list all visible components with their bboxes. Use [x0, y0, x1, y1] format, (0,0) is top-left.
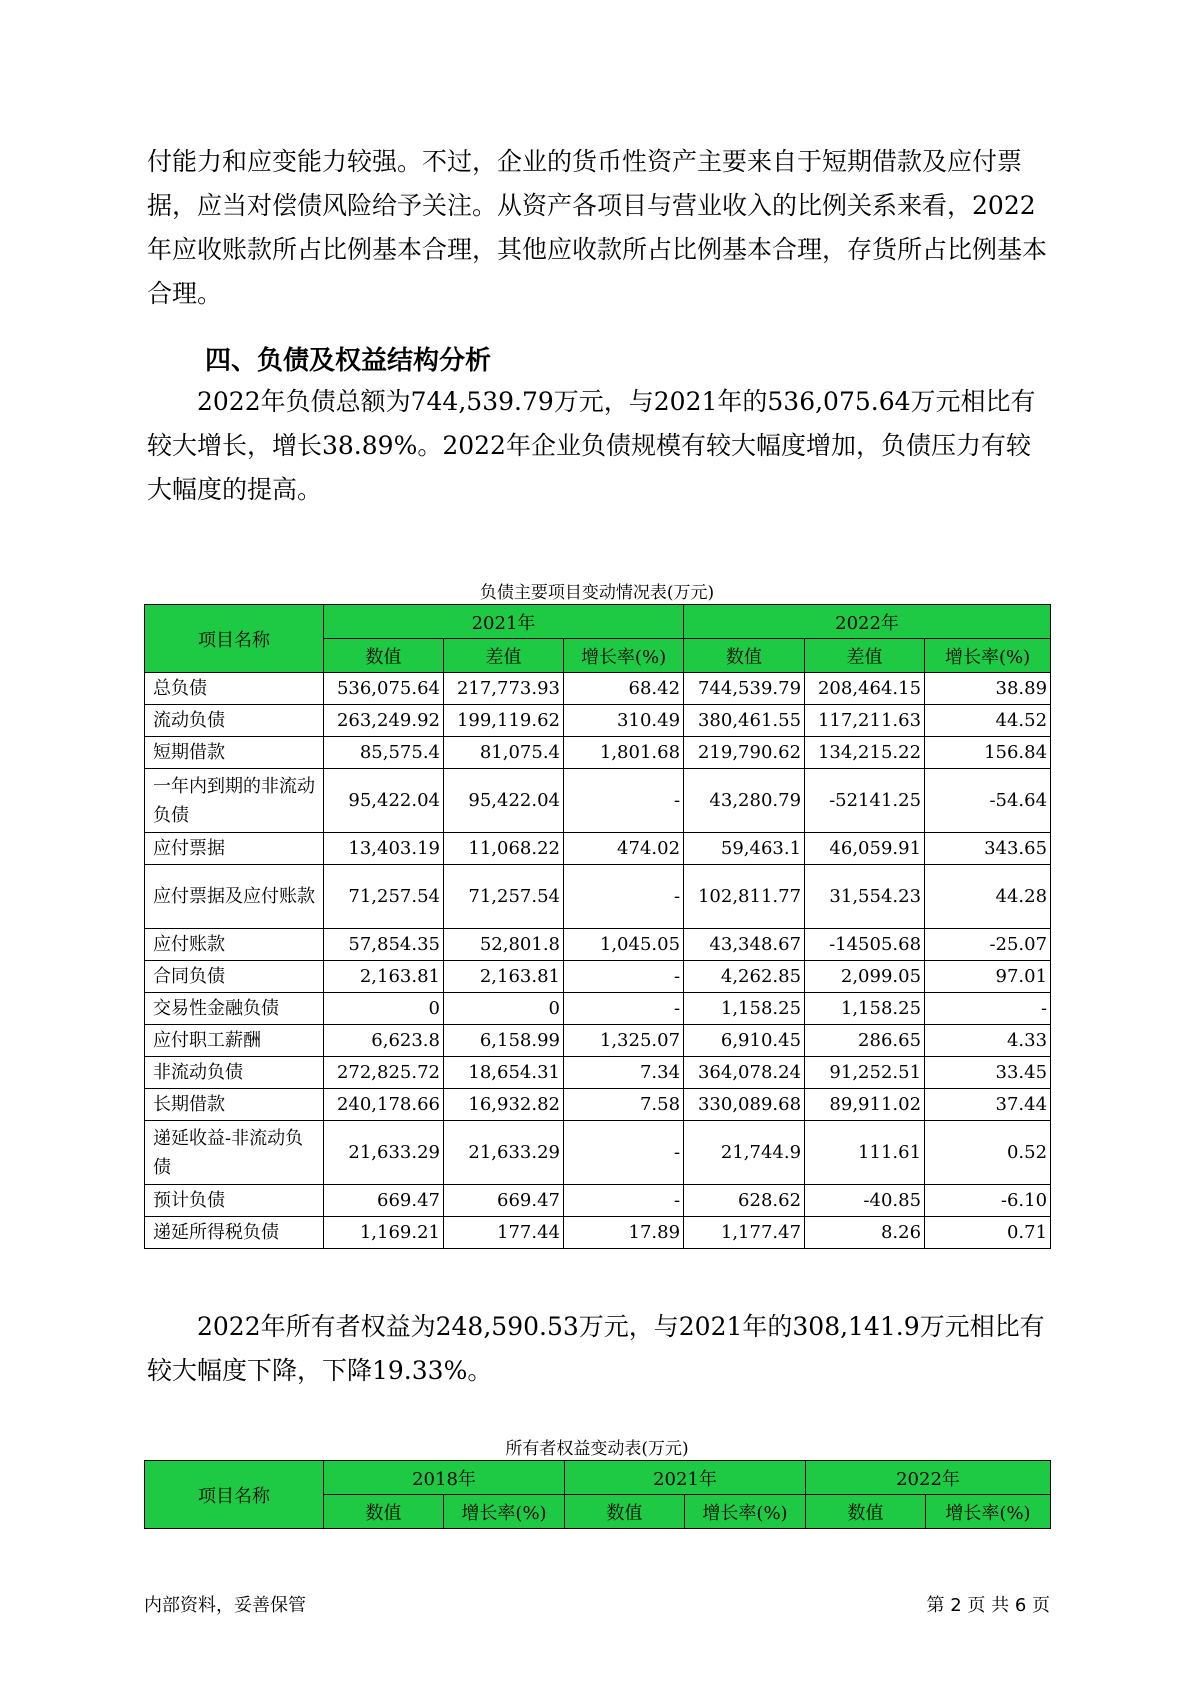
- equity-sub-header: 增长率(%): [444, 1495, 565, 1529]
- equity-name-column-header: 项目名称: [145, 1461, 324, 1529]
- table-cell: 59,463.1: [684, 833, 805, 865]
- table-cell: 2,163.81: [444, 961, 564, 993]
- table-cell: 286.65: [805, 1025, 925, 1057]
- table-cell: 0.71: [925, 1217, 1051, 1249]
- page-number: 第 2 页 共 6 页: [926, 1595, 1050, 1616]
- liabilities-paragraph: 2022年负债总额为744,539.79万元，与2021年的536,075.64万元相比有较大增长，增长38.89%。2022年企业负债规模有较大幅度增加，负债压力有较大幅度的提高。: [147, 387, 1036, 504]
- table-cell: 37.44: [925, 1089, 1051, 1121]
- row-label: 递延收益-非流动负债: [145, 1121, 324, 1185]
- table-row: [145, 1025, 1051, 1057]
- table-cell: -25.07: [925, 929, 1051, 961]
- table-row: [145, 769, 1051, 833]
- table-cell: 669.47: [324, 1185, 444, 1217]
- table-cell: -: [925, 993, 1051, 1025]
- row-label: 应付票据: [145, 833, 324, 865]
- table-cell: 44.28: [925, 865, 1051, 929]
- liabilities-table-body: [145, 673, 1051, 1249]
- table-cell: -52141.25: [805, 769, 925, 833]
- equity-table-caption: 所有者权益变动表(万元): [505, 1439, 689, 1459]
- table-row: [145, 929, 1051, 961]
- table-cell: 16,932.82: [444, 1089, 564, 1121]
- row-label: 应付职工薪酬: [145, 1025, 324, 1057]
- table-cell: 364,078.24: [684, 1057, 805, 1089]
- table-cell: 536,075.64: [324, 673, 444, 705]
- footer-note: 内部资料，妥善保管: [144, 1595, 306, 1616]
- table-cell: 263,249.92: [324, 705, 444, 737]
- table-cell: 2,163.81: [324, 961, 444, 993]
- equity-year-header: 2021年: [565, 1461, 806, 1495]
- name-column-header: 项目名称: [145, 605, 324, 673]
- sub-header: 增长率(%): [564, 639, 684, 673]
- table-row: [145, 673, 1051, 705]
- table-cell: 1,325.07: [564, 1025, 684, 1057]
- table-cell: 81,075.4: [444, 737, 564, 769]
- table-cell: 0: [324, 993, 444, 1025]
- table-cell: 89,911.02: [805, 1089, 925, 1121]
- table-row: [145, 1121, 1051, 1185]
- table-cell: 117,211.63: [805, 705, 925, 737]
- intro-paragraph: 付能力和应变能力较强。不过，企业的货币性资产主要来自于短期借款及应付票据，应当对偿债风险给予关注。从资产各项目与营业收入的比例关系来看，2022年应收账款所占比例基本合理，其他应收款所占比例基本合理，存货所占比例基本合理。: [147, 147, 1048, 308]
- table-cell: 208,464.15: [805, 673, 925, 705]
- table-cell: 111.61: [805, 1121, 925, 1185]
- table-cell: 474.02: [564, 833, 684, 865]
- table-cell: 38.89: [925, 673, 1051, 705]
- sub-header: 数值: [324, 639, 444, 673]
- table-cell: -: [564, 865, 684, 929]
- table-row: [145, 1217, 1051, 1249]
- table-cell: 1,158.25: [805, 993, 925, 1025]
- sub-header: 差值: [805, 639, 925, 673]
- table-row: [145, 865, 1051, 929]
- table-cell: 31,554.23: [805, 865, 925, 929]
- table-cell: 2,099.05: [805, 961, 925, 993]
- table-cell: 6,910.45: [684, 1025, 805, 1057]
- table-row: [145, 705, 1051, 737]
- table-cell: 44.52: [925, 705, 1051, 737]
- table-cell: 7.58: [564, 1089, 684, 1121]
- table-cell: -14505.68: [805, 929, 925, 961]
- row-label: 合同负债: [145, 961, 324, 993]
- table-cell: 68.42: [564, 673, 684, 705]
- table-cell: 1,045.05: [564, 929, 684, 961]
- table-cell: 628.62: [684, 1185, 805, 1217]
- table-cell: 95,422.04: [444, 769, 564, 833]
- table-cell: 71,257.54: [324, 865, 444, 929]
- table-row: [145, 1185, 1051, 1217]
- table-cell: 102,811.77: [684, 865, 805, 929]
- table-cell: 57,854.35: [324, 929, 444, 961]
- table-cell: -: [564, 1185, 684, 1217]
- row-label: 预计负债: [145, 1185, 324, 1217]
- table-cell: 4.33: [925, 1025, 1051, 1057]
- table-row: [145, 961, 1051, 993]
- table-cell: 744,539.79: [684, 673, 805, 705]
- table-row: [145, 737, 1051, 769]
- table-cell: -: [564, 1121, 684, 1185]
- row-label: 流动负债: [145, 705, 324, 737]
- table-cell: -40.85: [805, 1185, 925, 1217]
- table-cell: 240,178.66: [324, 1089, 444, 1121]
- table-cell: -: [564, 769, 684, 833]
- table-cell: -: [564, 961, 684, 993]
- equity-table: [144, 1460, 1051, 1529]
- equity-sub-header: 数值: [565, 1495, 685, 1529]
- table-cell: 1,158.25: [684, 993, 805, 1025]
- table-cell: 272,825.72: [324, 1057, 444, 1089]
- table-cell: 0.52: [925, 1121, 1051, 1185]
- liabilities-table-caption: 负债主要项目变动情况表(万元): [479, 583, 715, 603]
- row-label: 应付票据及应付账款: [145, 865, 324, 929]
- sub-header: 增长率(%): [925, 639, 1051, 673]
- table-cell: 217,773.93: [444, 673, 564, 705]
- table-cell: 134,215.22: [805, 737, 925, 769]
- table-cell: 91,252.51: [805, 1057, 925, 1089]
- row-label: 递延所得税负债: [145, 1217, 324, 1249]
- table-cell: 380,461.55: [684, 705, 805, 737]
- table-cell: 43,280.79: [684, 769, 805, 833]
- row-label: 短期借款: [145, 737, 324, 769]
- table-row: [145, 1089, 1051, 1121]
- table-cell: 1,177.47: [684, 1217, 805, 1249]
- table-cell: 18,654.31: [444, 1057, 564, 1089]
- table-cell: 310.49: [564, 705, 684, 737]
- table-cell: 43,348.67: [684, 929, 805, 961]
- table-cell: 8.26: [805, 1217, 925, 1249]
- table-cell: 52,801.8: [444, 929, 564, 961]
- row-label: 一年内到期的非流动负债: [145, 769, 324, 833]
- table-cell: 199,119.62: [444, 705, 564, 737]
- table-cell: 156.84: [925, 737, 1051, 769]
- table-row: [145, 833, 1051, 865]
- table-cell: 95,422.04: [324, 769, 444, 833]
- table-cell: 1,801.68: [564, 737, 684, 769]
- equity-sub-header: 增长率(%): [685, 1495, 806, 1529]
- row-label: 交易性金融负债: [145, 993, 324, 1025]
- table-cell: 343.65: [925, 833, 1051, 865]
- equity-paragraph: 2022年所有者权益为248,590.53万元，与2021年的308,141.9万元相比有较大幅度下降，下降19.33%。: [147, 1312, 1045, 1385]
- table-cell: 13,403.19: [324, 833, 444, 865]
- table-row: [145, 1057, 1051, 1089]
- table-cell: 33.45: [925, 1057, 1051, 1089]
- table-cell: 46,059.91: [805, 833, 925, 865]
- table-cell: 4,262.85: [684, 961, 805, 993]
- row-label: 应付账款: [145, 929, 324, 961]
- row-label: 总负债: [145, 673, 324, 705]
- table-cell: -54.64: [925, 769, 1051, 833]
- table-cell: 7.34: [564, 1057, 684, 1089]
- table-cell: 21,633.29: [324, 1121, 444, 1185]
- table-cell: 330,089.68: [684, 1089, 805, 1121]
- table-cell: 71,257.54: [444, 865, 564, 929]
- table-cell: 219,790.62: [684, 737, 805, 769]
- equity-sub-header: 增长率(%): [926, 1495, 1051, 1529]
- table-cell: 11,068.22: [444, 833, 564, 865]
- table-cell: 0: [444, 993, 564, 1025]
- equity-year-header: 2018年: [324, 1461, 565, 1495]
- section-heading: 四、负债及权益结构分析: [205, 346, 492, 376]
- year-header-2021: 2021年: [324, 605, 684, 639]
- table-cell: 6,623.8: [324, 1025, 444, 1057]
- table-cell: -6.10: [925, 1185, 1051, 1217]
- table-cell: 85,575.4: [324, 737, 444, 769]
- table-cell: 6,158.99: [444, 1025, 564, 1057]
- table-cell: -: [564, 993, 684, 1025]
- row-label: 长期借款: [145, 1089, 324, 1121]
- equity-sub-header: 数值: [806, 1495, 926, 1529]
- table-cell: 669.47: [444, 1185, 564, 1217]
- table-row: [145, 993, 1051, 1025]
- sub-header: 差值: [444, 639, 564, 673]
- year-header-2022: 2022年: [684, 605, 1051, 639]
- equity-sub-header: 数值: [324, 1495, 444, 1529]
- row-label: 非流动负债: [145, 1057, 324, 1089]
- table-cell: 21,744.9: [684, 1121, 805, 1185]
- table-cell: 17.89: [564, 1217, 684, 1249]
- table-cell: 21,633.29: [444, 1121, 564, 1185]
- sub-header: 数值: [684, 639, 805, 673]
- table-cell: 97.01: [925, 961, 1051, 993]
- liabilities-table: [144, 604, 1051, 1249]
- table-cell: 177.44: [444, 1217, 564, 1249]
- table-cell: 1,169.21: [324, 1217, 444, 1249]
- equity-year-header: 2022年: [806, 1461, 1051, 1495]
